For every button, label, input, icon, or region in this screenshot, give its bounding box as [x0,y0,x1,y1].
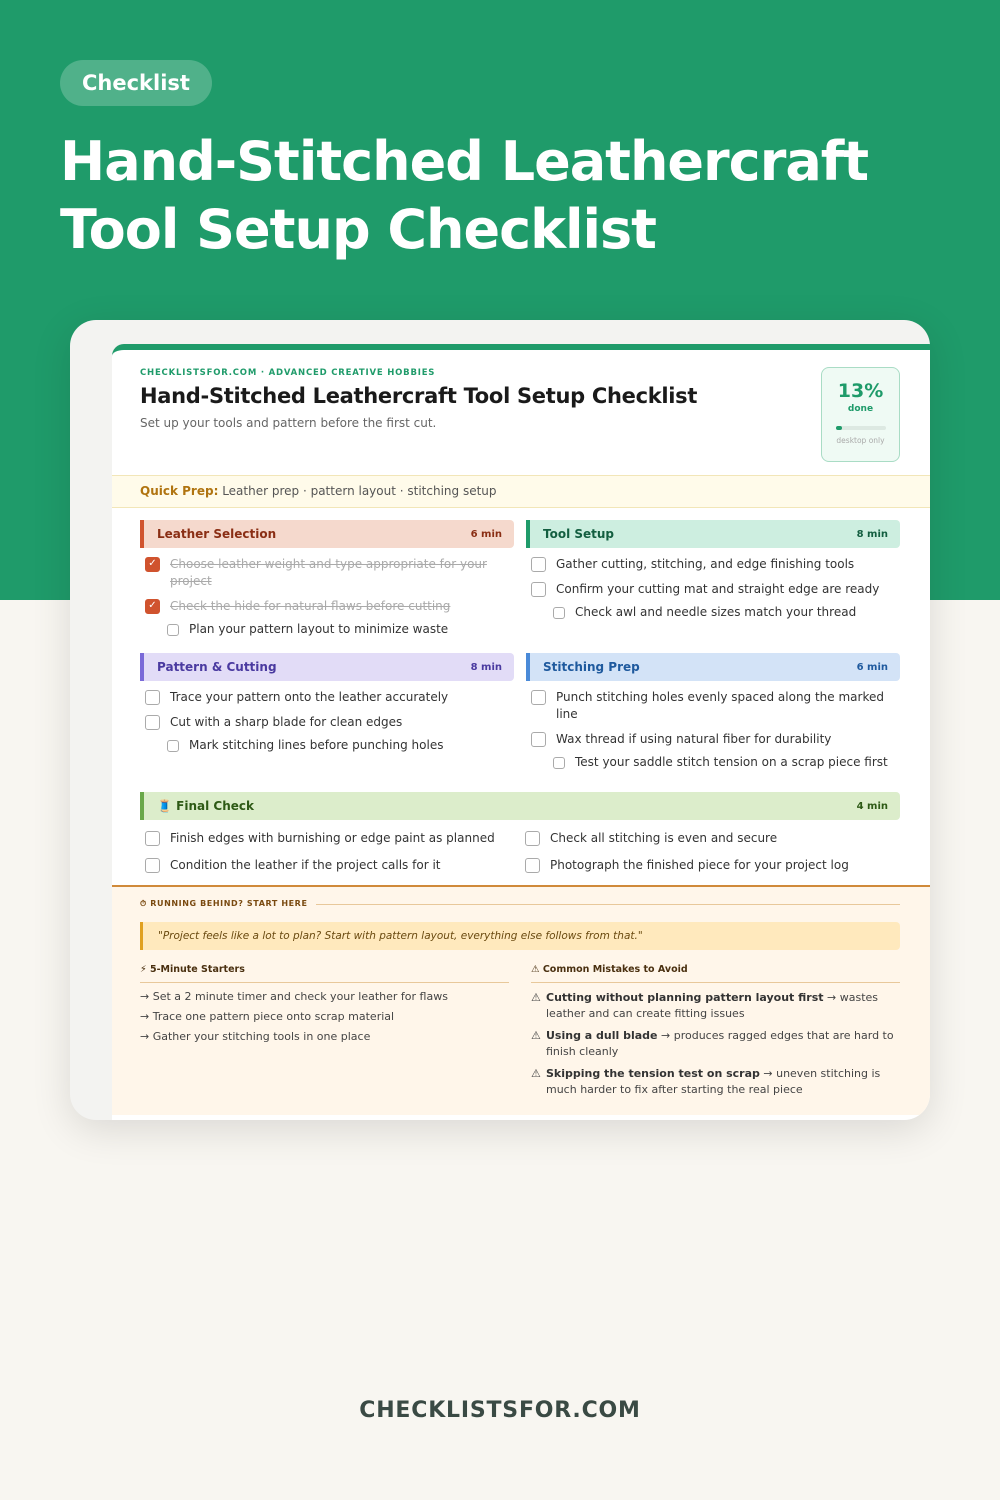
checkbox[interactable] [167,624,179,636]
checklist-item[interactable] [526,689,900,723]
checkbox[interactable] [553,607,565,619]
item-label: Check the hide for natural flaws before cutting [170,599,451,613]
five-minute-starters [140,964,509,1043]
checklist-item[interactable] [140,857,520,874]
mistake-consequence: → uneven stitching is much harder to fix after starting the real piece [546,1067,881,1096]
section-time: 8 min [470,661,502,673]
checklist-tag: Checklist [60,60,212,106]
checklist-item[interactable] [526,731,900,748]
final-check-left-column [140,820,520,874]
section-time: 8 min [856,528,888,540]
section-tool-setup [526,520,900,621]
checklist-item[interactable] [140,556,514,590]
checklist-item[interactable] [526,604,900,621]
checklist-item[interactable] [140,689,514,706]
checklist-item[interactable] [526,754,900,771]
item-label: Mark stitching lines before punching holes [189,738,444,752]
mistake-consequence: → produces ragged edges that are hard to finish cleanly [546,1029,894,1058]
section-stitching-prep [526,653,900,771]
mistake-item [531,1028,900,1059]
section-title: Stitching Prep [543,660,640,674]
item-label: Punch stitching holes evenly spaced along the marked line [556,690,884,721]
checklist-item[interactable] [140,598,514,615]
checklist-item[interactable] [526,556,900,573]
checkbox[interactable] [531,582,546,597]
running-behind-panel [112,885,930,1115]
running-behind-heading [140,899,900,909]
section-leather-selection [140,520,514,638]
page-title: Hand-Stitched Leathercraft Tool Setup Checklist [140,384,698,408]
starter-item: → Trace one pattern piece onto scrap material [140,1010,395,1023]
item-label: Photograph the finished piece for your project log [550,858,849,872]
final-check-right-column [520,820,900,874]
checkbox[interactable] [531,557,546,572]
checkbox[interactable] [525,831,540,846]
progress-widget [821,367,900,462]
page-subtitle: Set up your tools and pattern before the first cut. [140,416,437,430]
thread-icon: 🧵 [157,799,172,813]
mistake-item [531,1066,900,1097]
mistake-title: Skipping the tension test on scrap [546,1067,760,1080]
running-behind-title: ⏱ RUNNING BEHIND? START HERE [140,899,308,908]
item-label: Trace your pattern onto the leather accurately [170,690,449,704]
item-label: Wax thread if using natural fiber for durability [556,732,832,746]
section-final-check [140,792,900,874]
checklist-item[interactable] [140,830,520,847]
mistake-consequence: → wastes leather and can create fitting issues [546,991,879,1020]
item-label: Confirm your cutting mat and straight edge are ready [556,582,880,596]
checklist-item[interactable] [526,581,900,598]
common-mistakes [531,964,900,1097]
section-title: Leather Selection [157,527,277,541]
checkbox[interactable] [167,740,179,752]
checkbox-checked[interactable]: ✓ [145,599,160,614]
warning-icon: ⚠ [531,1029,541,1042]
checklist-card [70,320,930,1120]
section-time: 4 min [856,800,888,812]
item-label: Finish edges with burnishing or edge paint as planned [170,831,495,845]
section-time: 6 min [856,661,888,673]
warning-icon: ⚠ [531,1067,541,1080]
mistake-item [531,990,900,1021]
item-label: Choose leather weight and type appropriate for your project [170,557,487,588]
progress-note: desktop only [836,436,885,445]
progress-bar-fill [836,426,843,430]
mistake-title: Using a dull blade [546,1029,658,1042]
encouragement-quote: "Project feels like a lot to plan? Start with pattern layout, everything else follows from that." [140,922,900,950]
checklist-item[interactable] [140,714,514,731]
progress-bar [836,426,886,430]
mistakes-title: ⚠ Common Mistakes to Avoid [531,964,900,983]
hero-title: Hand-Stitched Leathercraft Tool Setup Checklist [60,130,869,261]
checklist-item[interactable] [520,857,900,874]
checklist-sheet [112,344,930,1120]
checkbox[interactable] [531,732,546,747]
section-title: Final Check [176,799,254,813]
section-header [140,653,514,681]
starter-item: → Gather your stitching tools in one place [140,1030,371,1043]
footer-brand: CHECKLISTSFOR.COM [359,1398,641,1423]
checkbox[interactable] [145,690,160,705]
section-pattern-cutting [140,653,514,754]
section-title: Tool Setup [543,527,615,541]
checkbox[interactable] [525,858,540,873]
warning-icon: ⚠ [531,991,541,1004]
section-title: Pattern & Cutting [157,660,277,674]
checklist-item[interactable] [520,830,900,847]
item-label: Test your saddle stitch tension on a scrap piece first [575,755,888,769]
checkbox-checked[interactable]: ✓ [145,557,160,572]
section-header [140,520,514,548]
item-label: Gather cutting, stitching, and edge finishing tools [556,557,855,571]
item-label: Check awl and needle sizes match your thread [575,605,857,619]
starter-item: → Set a 2 minute timer and check your leather for flaws [140,990,448,1003]
item-label: Condition the leather if the project calls for it [170,858,441,872]
quick-prep-label: Quick Prep: [140,484,219,498]
brand-label: CHECKLISTSFOR.COM · ADVANCED CREATIVE HOBBIES [140,368,436,378]
checkbox[interactable] [145,831,160,846]
starters-title: ⚡ 5-Minute Starters [140,964,509,983]
progress-percent: 13% [837,380,884,402]
checkbox[interactable] [553,757,565,769]
final-check-header [140,792,900,820]
checkbox[interactable] [145,715,160,730]
mistake-title: Cutting without planning pattern layout first [546,991,824,1004]
item-label: Check all stitching is even and secure [550,831,778,845]
progress-label: done [847,404,874,414]
checkbox[interactable] [531,690,546,705]
checklist-item[interactable] [140,737,514,754]
checkbox[interactable] [145,858,160,873]
quick-prep-bar [112,475,930,508]
quick-prep-text: Leather prep · pattern layout · stitching setup [222,484,497,498]
item-label: Plan your pattern layout to minimize waste [189,622,449,636]
section-header [526,653,900,681]
item-label: Cut with a sharp blade for clean edges [170,715,403,729]
checklist-item[interactable] [140,621,514,638]
section-time: 6 min [470,528,502,540]
section-header [526,520,900,548]
